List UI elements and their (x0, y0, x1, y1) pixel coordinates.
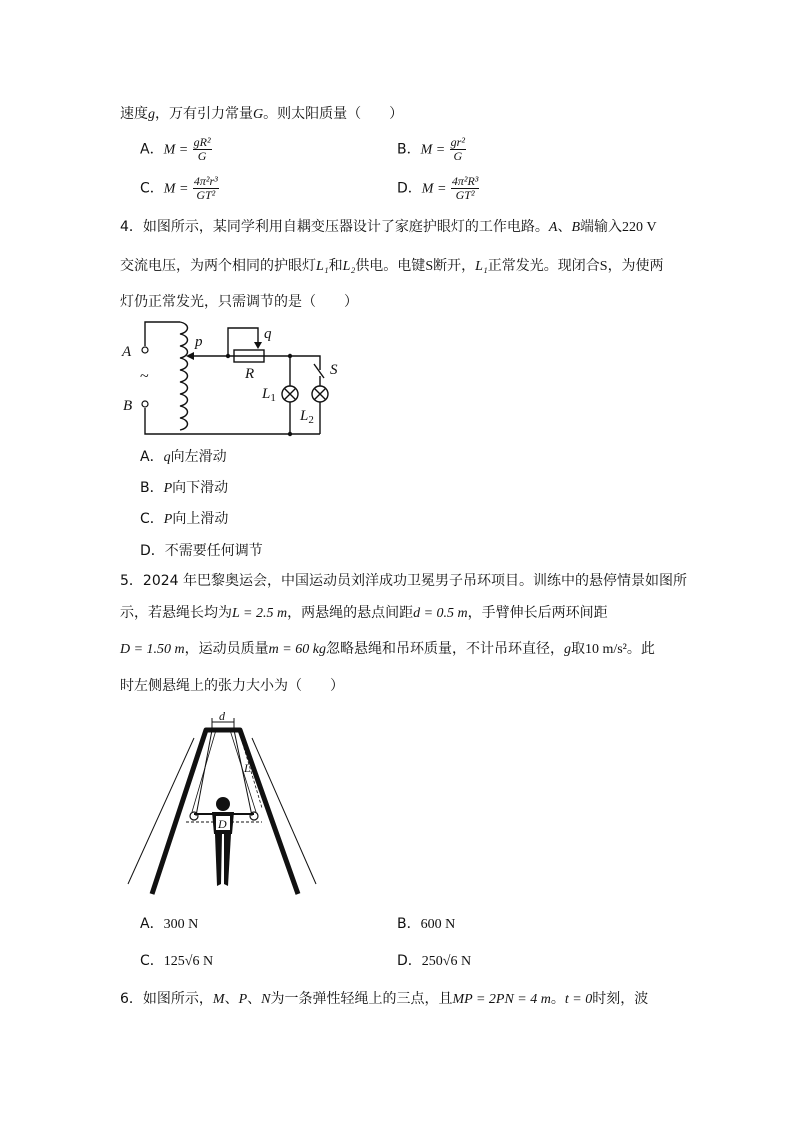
label-big-d: D (218, 817, 227, 831)
fraction: $\frac{\text{4π²R³}}{\text{GT²}}$ (451, 174, 479, 202)
fraction: $\frac{\text{gR²}}{G}$ (193, 135, 211, 163)
q5-option-d: D．250√6 N (397, 953, 472, 969)
q3-option-d: D．M = $\frac{\text{4π²R³}}{\text{GT²}}$ (397, 174, 479, 202)
q6-stem-line1: 6．如图所示，M、P、N为一条弹性轻绳上的三点，且MP = 2PN = 4 m。t = 0时刻，波 (120, 991, 649, 1007)
ac-symbol: ~ (140, 368, 149, 385)
label-r: R (245, 366, 255, 382)
fraction: $\frac{\text{4π²r³}}{\text{GT²}}$ (193, 174, 218, 202)
label-l1: $L_1$ (262, 386, 276, 404)
q5-stem-line2: 示，若悬绳长均为L = 2.5 m，两悬绳的悬点间距d = 0.5 m，手臂伸长后两环间距 (120, 605, 608, 621)
label-s: S (330, 362, 338, 378)
label-b: B (123, 398, 133, 414)
q4-stem-line2: 交流电压，为两个相同的护眼灯L₁和L₂供电。电键S断开，L₁正常发光。现闭合S，为使两 (120, 258, 664, 274)
q5-stem-line3: D = 1.50 m，运动员质量m = 60 kg忽略悬绳和吊环质量，不计吊环直径，g取10 m/s²。此 (120, 641, 655, 657)
q4-option-d: D．不需要任何调节 (140, 543, 263, 559)
q5-option-a: A．300 N (140, 916, 199, 932)
circuit-diagram (118, 318, 338, 438)
q4-stem-line3: 灯仍正常发光，只需调节的是（ ） (120, 294, 358, 310)
label-d: d (219, 709, 225, 723)
q3-option-c: C．M = $\frac{\text{4π²r³}}{\text{GT²}}$ (140, 174, 218, 202)
fraction: $\frac{\text{gr²}}{G}$ (450, 135, 465, 163)
label-a: A (122, 344, 132, 360)
q4-option-a: A．q向左滑动 (140, 449, 227, 465)
q4-stem-line1: 4．如图所示，某同学利用自耦变压器设计了家庭护眼灯的工作电路。A、B端输入220 V (120, 219, 657, 235)
label-l: L (244, 761, 251, 775)
q4-option-b: B．P向下滑动 (140, 480, 229, 496)
q3-stem-tail: 速度g，万有引力常量G。则太阳质量（ ） (120, 106, 404, 122)
q4-option-c: C．P向上滑动 (140, 511, 229, 527)
rings-figure (122, 708, 322, 898)
q3-option-b: B．M = $\frac{\text{gr²}}{G}$ (397, 135, 465, 163)
label-p: p (195, 334, 203, 350)
q5-stem-line1: 5．2024 年巴黎奥运会，中国运动员刘洋成功卫冕男子吊环项目。训练中的悬停情景如图所 (120, 573, 687, 589)
q5-option-c: C．125√6 N (140, 953, 214, 969)
q5-option-b: B．600 N (397, 916, 456, 932)
label-q: q (264, 326, 272, 342)
label-l2: $L_2$ (300, 408, 314, 426)
q5-stem-line4: 时左侧悬绳上的张力大小为（ ） (120, 678, 344, 694)
q3-option-a: A．M = $\frac{\text{gR²}}{G}$ (140, 135, 211, 163)
